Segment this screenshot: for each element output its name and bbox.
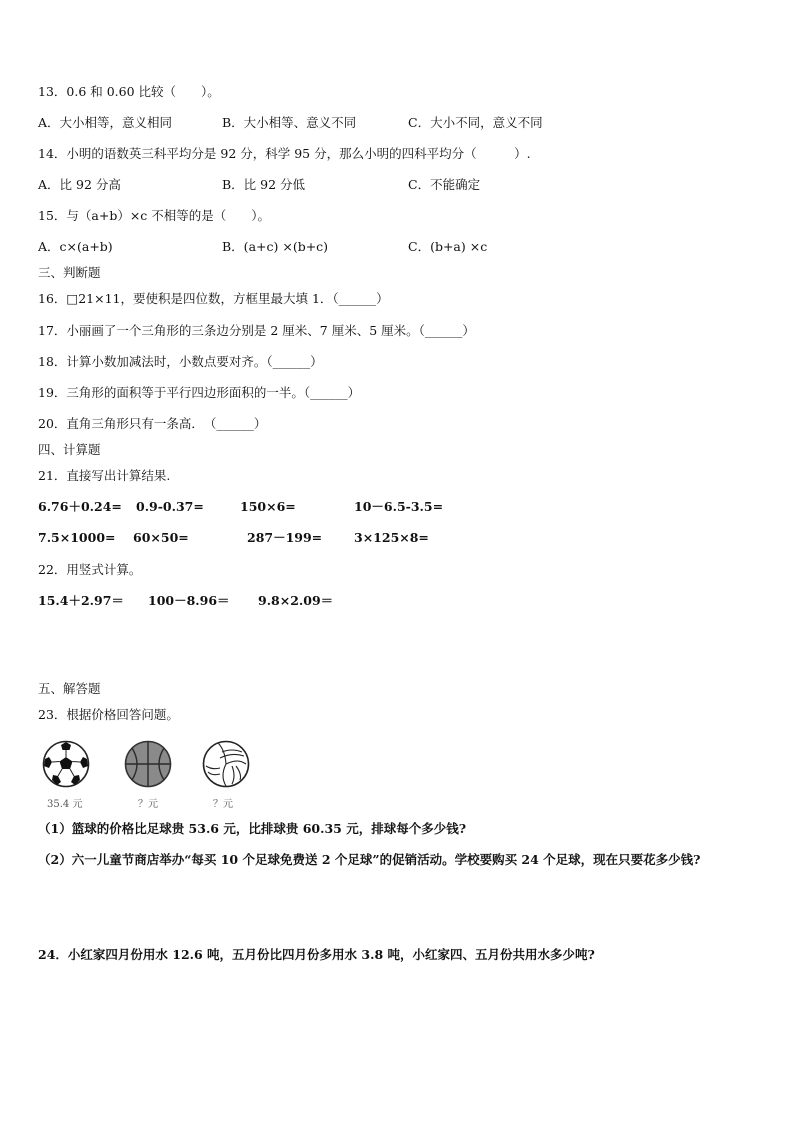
q23-sub1: （1）篮球的价格比足球贵 53.6 元，比排球贵 60.35 元，排球每个多少钱? <box>38 821 467 836</box>
q21-expr: 0.9-0.37= <box>136 499 204 514</box>
section-heading-judgement: 三、判断题 <box>38 265 101 280</box>
q18: 18．计算小数加减法时，小数点要对齐。（______） <box>38 354 323 369</box>
q17: 17．小丽画了一个三角形的三条边分别是 2 厘米、7 厘米、5 厘米。（______） <box>38 323 475 338</box>
q14-option-b: B．比 92 分低 <box>222 177 306 192</box>
q15-option-b: B．(a+c) ×(b+c) <box>222 239 329 254</box>
q22-expr: 15.4＋2.97＝ <box>38 593 124 608</box>
q22-expr: 100－8.96＝ <box>148 593 230 608</box>
volleyball-icon <box>202 740 250 788</box>
q19: 19．三角形的面积等于平行四边形面积的一半。（______） <box>38 385 361 400</box>
q21-stem: 21．直接写出计算结果. <box>38 468 171 483</box>
q14-option-c: C．不能确定 <box>408 177 481 192</box>
q13-option-a: A．大小相等，意义相同 <box>38 115 173 130</box>
volleyball-price: ？元 <box>213 799 233 810</box>
q21-expr: 10－6.5-3.5= <box>354 499 444 514</box>
q21-expr: 150×6= <box>240 499 296 514</box>
q23-sub2: （2）六一儿童节商店举办“每买 10 个足球免费送 2 个足球”的促销活动。学校要购买 24 个足球，现在只要花多少钱? <box>38 852 701 867</box>
q15-stem: 15．与（a+b）×c 不相等的是（ ）。 <box>38 208 271 223</box>
q22-expr: 9.8×2.09＝ <box>258 593 334 608</box>
q15-option-c: C．(b+a) ×c <box>408 239 488 254</box>
q13-option-c: C．大小不同，意义不同 <box>408 115 543 130</box>
q21-expr: 7.5×1000= <box>38 530 116 545</box>
q15-option-a: A．c×(a+b) <box>38 239 113 254</box>
soccer-ball-price: 35.4 元 <box>47 799 83 810</box>
q14-stem: 14．小明的语数英三科平均分是 92 分，科学 95 分，那么小明的四科平均分（ ）. <box>38 146 531 161</box>
q21-expr: 3×125×8= <box>354 530 429 545</box>
section-heading-answers: 五、解答题 <box>38 681 101 696</box>
q20: 20．直角三角形只有一条高． （______） <box>38 416 267 431</box>
q21-expr: 60×50= <box>133 530 189 545</box>
q23-stem: 23．根据价格回答问题。 <box>38 707 179 722</box>
soccer-ball-icon <box>42 740 90 788</box>
q21-expr: 6.76＋0.24= <box>38 499 122 514</box>
section-heading-calculation: 四、计算题 <box>38 442 101 457</box>
basketball-price: ？元 <box>138 799 158 810</box>
basketball-icon <box>124 740 172 788</box>
q22-stem: 22．用竖式计算。 <box>38 562 142 577</box>
q14-option-a: A．比 92 分高 <box>38 177 121 192</box>
q24: 24．小红家四月份用水 12.6 吨，五月份比四月份多用水 3.8 吨，小红家四、五月份共用水多少吨? <box>38 947 595 962</box>
q13-option-b: B．大小相等、意义不同 <box>222 115 357 130</box>
q13-stem: 13．0.6 和 0.60 比较（ ）。 <box>38 84 220 99</box>
q21-expr: 287－199= <box>247 530 323 545</box>
q16: 16．□21×11，要使积是四位数，方框里最大填 1．（______） <box>38 291 389 306</box>
